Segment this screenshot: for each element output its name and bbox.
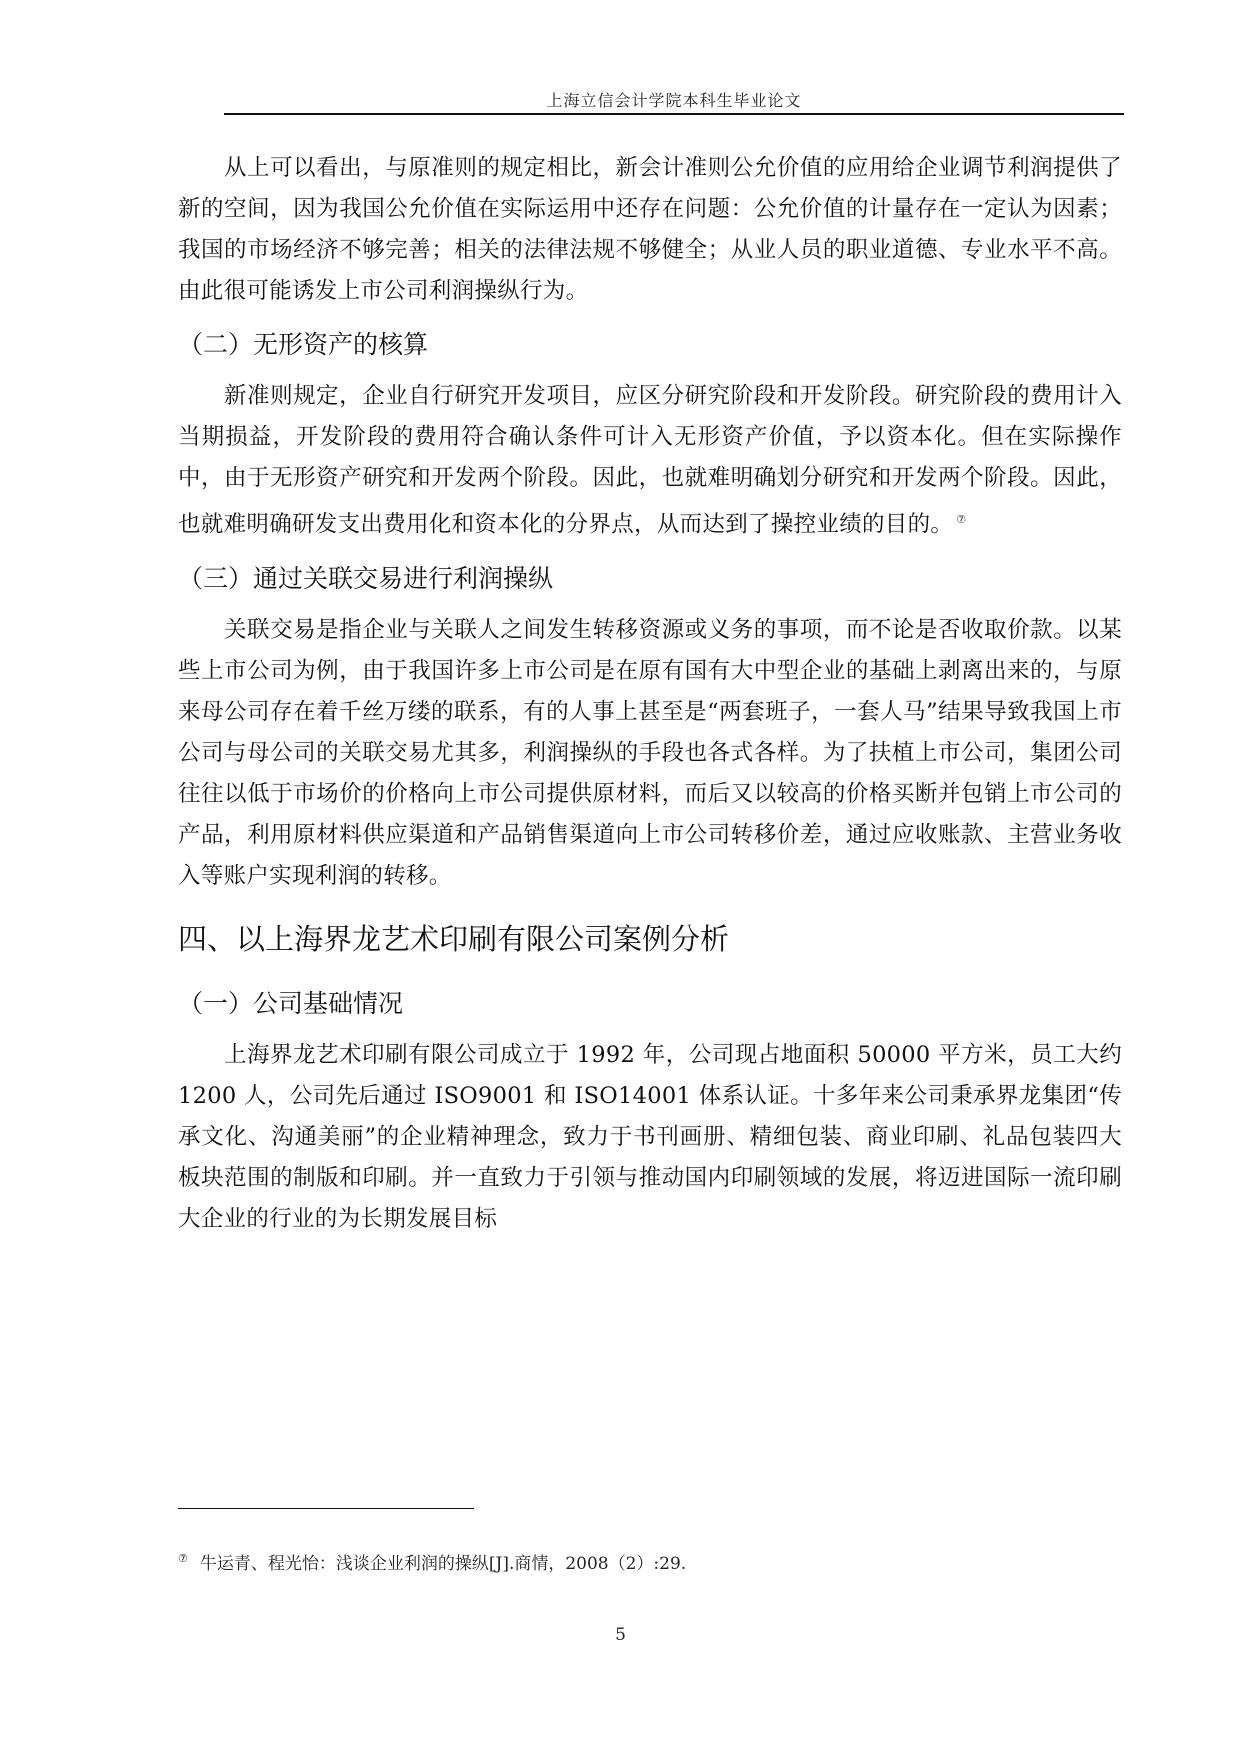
paragraph-related-transactions: 关联交易是指企业与关联人之间发生转移资源或义务的事项，而不论是否收取价款。以某些上市公司为例，由于我国许多上市公司是在原有国有大中型企业的基础上剥离出来的，与原来母公司存在着千丝万缕的联系，有的人事上甚至是“两套班子，一套人马”结果导致我国上市公司与母公司的关联交易尤其多，利润操纵的手段也各式各样。为了扶植上市公司，集团公司往往以低于市场价的价格向上市公司提供原材料，而后又以较高的价格买断并包销上市公司的产品，利用原材料供应渠道和产品销售渠道向上市公司转移价差，通过应收账款、主营业务收入等账户实现利润的转移。 — [178, 616, 1122, 889]
chapter-heading-case-analysis: 四、以上海界龙艺术印刷有限公司案例分析 — [178, 921, 730, 956]
paragraph-fair-value: 从上可以看出，与原准则的规定相比，新会计准则公允价值的应用给企业调节利润提供了新的空间，因为我国公允价值在实际运用中还存在问题：公允价值的计量存在一定认为因素；我国的市场经济不够完善；相关的法律法规不够健全；从业人员的职业道德、专业水平不高。由此很可能诱发上市公司利润操纵行为。 — [178, 155, 1122, 304]
paragraph-intangible-assets — [178, 376, 1122, 546]
section-heading-company-basics: （一）公司基础情况 — [178, 988, 404, 1018]
footnote-text: 牛运青、程光怡：浅谈企业利润的操纵[J].商情，2008（2）:29. — [199, 1554, 687, 1574]
section-heading-related-transactions: （三）通过关联交易进行利润操纵 — [178, 563, 554, 593]
footnote — [178, 1549, 1122, 1574]
paragraph-intangible-assets-text: 新准则规定，企业自行研究开发项目，应区分研究阶段和开发阶段。研究阶段的费用计入当期损益，开发阶段的费用符合确认条件可计入无形资产价值，予以资本化。但在实际操作中，由于无形资产研究和开发两个阶段。因此，也就难明确划分研究和开发两个阶段。因此，也就难明确研发支出费用化和资本化的分界点，从而达到了操控业绩的目的。 — [178, 383, 1122, 538]
paragraph-company-basics: 上海界龙艺术印刷有限公司成立于 1992 年，公司现占地面积 50000 平方米，员工大约 1200 人，公司先后通过 ISO9001 和 ISO14001 体系认证。十多年来公司秉承界龙集团“传承文化、沟通美丽”的企业精神理念，致力于书刊画册、精细包装、商业印刷、礼品包装四大板块范围的制版和印刷。并一直致力于引领与推动国内印刷领域的发展，将迈进国际一流印刷大企业的行业的为长期发展目标 — [178, 1041, 1122, 1232]
header-rule — [224, 113, 1124, 115]
footnote-mark: ⑦ — [178, 1552, 188, 1566]
page-number: 5 — [615, 1625, 626, 1645]
body-content — [178, 148, 1122, 1240]
running-header: 上海立信会计学院本科生毕业论文 — [546, 91, 802, 110]
section-heading-intangible-assets: （二）无形资产的核算 — [178, 330, 429, 359]
footnote-rule — [178, 1508, 474, 1509]
footnote-reference[interactable]: ⑦ — [956, 513, 967, 526]
